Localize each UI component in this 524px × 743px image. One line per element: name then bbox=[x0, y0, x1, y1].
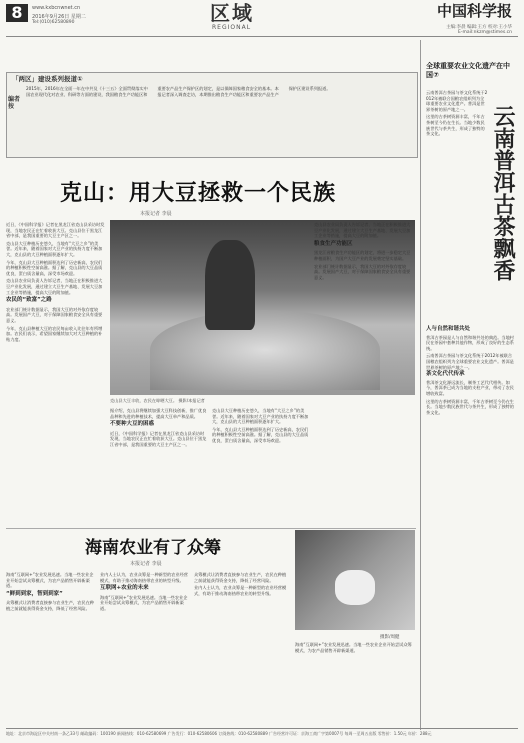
right-column-rule bbox=[420, 40, 421, 730]
photo2-caption: 摄影/周健 bbox=[380, 635, 400, 640]
article2-para: 众筹模式让消费者直接参与农业生产，农民在种植之前就能获得资金支持，降低了经营风险。 bbox=[6, 600, 94, 611]
right-column-para: 云南普洱古茶园与茶文化系统于2012年被联合国粮农组织列为全球重要农业文化遗产。普洱是世界茶树的原产地之一。 bbox=[426, 90, 488, 112]
article1-para: 黑龙江省粮食生产功能区的划定，将进一步稳定大豆种植面积，为国产大豆产业的发展奠定坚实基础。 bbox=[314, 250, 411, 261]
right-column-para: 这里的古茶树资源丰富，千年古茶树至今仍在生长。当地少数民族世代与茶共生，形成了独特的茶文化。 bbox=[426, 398, 514, 415]
issue-date: 2016年9月26日 星期二 bbox=[32, 14, 86, 20]
article2-para: 海南“互联网+”农业发展迅速。当地一些农业企业开始尝试众筹模式，为农产品销售开辟新渠道。 bbox=[100, 594, 188, 611]
right-column-para: 这里的古茶树资源丰富，千年古茶树至今仍在生长。当地少数民族世代与茶共生，形成了独特的茶文化。 bbox=[426, 114, 485, 137]
editor-note-tag: 编者按 bbox=[8, 96, 21, 110]
site-url: www.kxbcnwnet.cn bbox=[32, 5, 81, 11]
article2-headline: 海南农业有了众筹 bbox=[85, 538, 221, 558]
article1-para: 今年，克山县大豆种植面积达到了历史新高，农民们的种植积极性空前高涨。据了解，克山县的大豆品质优良，蛋白质含量高，深受市场欢迎。 bbox=[6, 259, 103, 276]
article2-col1 bbox=[6, 572, 96, 722]
article1-subhead: 不要种大豆的困惑 bbox=[110, 421, 155, 428]
article1-subhead: 粮食生产功能区 bbox=[314, 240, 353, 247]
article2-col3 bbox=[194, 572, 290, 722]
article2-para: 众筹模式让消费者直接参与农业生产，农民在种植之前就能获得资金支持，降低了经营风险。 bbox=[194, 572, 287, 583]
right-column-subhead: 茶文化代代传承 bbox=[426, 371, 465, 378]
right-column-para: 普洱茶文化源远流长，制茶工艺代代相传。如今，普洱茶已成为当地的支柱产业，带动了农民增收致富。 bbox=[426, 379, 514, 396]
section-title-en: REGIONAL bbox=[212, 24, 252, 31]
hainan-farm-photo bbox=[295, 530, 415, 630]
article2-para: 业内人士认为，农业众筹是一种新型的农业经营模式，有助于推动海南热带农业的转型升级。 bbox=[194, 585, 287, 596]
footer-info: 地址：北京市海淀区中关村南一条乙33号 邮政编码：100190 新闻热线：010-62580699 广告发行：010-62580606 订阅热线：010-62580889 广告经营许可证：京海工商广字第0007号 每周一至周五出版 零售价：1.50元 年价：288元 bbox=[6, 731, 432, 736]
article1-para: 农业部门统计数据显示，我国大豆的对外依存度较高。发展国产大豆，对于保障国家粮食安全具有重要意义。 bbox=[314, 263, 411, 280]
article1-para: 克山县农业局负责人告诉记者，当地正在积极推进大豆产业化发展，通过建立大豆生产基地、发展大豆加工企业等措施，提高大豆的附加值。 bbox=[6, 278, 103, 295]
farmer-figure bbox=[205, 240, 255, 330]
article2-subhead: “鲜到到家，智到到家” bbox=[6, 590, 63, 597]
newspaper-logo: 中国科学报 bbox=[436, 2, 512, 20]
right-column-text-top bbox=[426, 90, 488, 320]
article1-para: 近日，《中国科学报》记者在黑龙江省克山县采访时发现，当地农民正在忙着收获大豆。克山县位于黑龙江省中部，是我国重要的大豆主产区之一。 bbox=[6, 222, 105, 239]
right-column-text-bottom bbox=[426, 325, 516, 725]
article1-col3 bbox=[212, 408, 310, 523]
article1-para: 据介绍，克山县将继续加强大豆科技创新，推广优良品种和先进的种植技术，提高大豆单产和品质。 bbox=[110, 408, 207, 419]
section-title: 区域 bbox=[210, 1, 254, 25]
article1-col2 bbox=[110, 408, 208, 523]
article2-col2 bbox=[100, 572, 190, 722]
fruit-shape bbox=[335, 570, 375, 605]
article2-para: 海南“互联网+”农业发展迅速。当地一些农业企业开始尝试众筹模式，为农产品销售开辟新渠道。 bbox=[295, 642, 412, 653]
contact-email: E-mail:nkzm@stimes.cn bbox=[458, 30, 512, 35]
article1-col4 bbox=[314, 222, 414, 522]
footer-rule bbox=[6, 728, 518, 729]
right-column-vertical-title: 云南普洱古茶飘香 bbox=[490, 105, 516, 281]
right-column-subhead: 人与自然和谐共处 bbox=[426, 326, 471, 332]
article2-para: 业内人士认为，农业众筹是一种新型的农业经营模式，有助于推动海南热带农业的转型升级。 bbox=[100, 572, 188, 583]
article2-col4 bbox=[295, 642, 415, 722]
article2-subhead: 互联网+农业的未来 bbox=[100, 585, 149, 592]
article1-para: 今年，克山县种植大豆的农民每亩收入比往年有所增加。农民们表示，希望国家继续加大对大豆种植的补贴力度。 bbox=[6, 325, 103, 342]
photo1-caption: 克山县大豆丰收，农民在晾晒大豆。 摄影/本报记者 bbox=[110, 398, 205, 403]
tel-number: Tel:(010)62580890 bbox=[32, 20, 75, 25]
article1-para: 今年，克山县大豆种植面积达到了历史新高，农民们的种植积极性空前高涨。据了解，克山县的大豆品质优良，蛋白质含量高，深受市场欢迎。 bbox=[212, 426, 309, 443]
staff-credits: 主编:李晨 编辑:王方 校对:王小华 bbox=[446, 25, 512, 30]
right-column-title: 全球重要农业文化遗产在中国⑦ bbox=[426, 62, 510, 79]
editor-note-text: 2015年，2016年在全面一年在中共及《十三五》全面贯彻落实中国农业现代化对农业、科研等方面的建设，我国粮食生产功能区和重要农产品生产保护区的划定，是以保障国家粮食安全的基本。本报记者深入调查走访，本期推出粮食生产功能区和重要农产品生产保护区建设系列报道。 bbox=[26, 86, 331, 97]
right-column-para: 普洱古茶园是人与自然和谐共处的典范。当地村民在茶园中套种其他作物，形成了良好的生态系统。 bbox=[426, 334, 514, 351]
article1-subhead: 农民的“致富”之路 bbox=[6, 297, 52, 304]
article2-byline: 本报记者 李晨 bbox=[130, 561, 162, 567]
article1-para: 克山县大豆种植历史悠久，当地有“大豆之乡”的美誉。近年来，随着国家对大豆产业的扶持力度不断加大，克山县的大豆种植面积逐年扩大。 bbox=[6, 240, 103, 257]
article1-para: 克山县农业局负责人告诉记者，当地正在积极推进大豆产业化发展，通过建立大豆生产基地、发展大豆加工企业等措施，提高大豆的附加值。 bbox=[314, 222, 411, 239]
article1-para: 近日，《中国科学报》记者在黑龙江省克山县采访时发现，当地农民正在忙着收获大豆。克山县位于黑龙江省中部，是我国重要的大豆主产区之一。 bbox=[110, 430, 207, 447]
article1-byline: 本报记者 李晨 bbox=[140, 211, 172, 217]
article2-para: 海南“互联网+”农业发展迅速。当地一些农业企业开始尝试众筹模式，为农产品销售开辟新渠道。 bbox=[6, 572, 94, 589]
article1-headline: 克山：用大豆拯救一个民族 bbox=[60, 180, 337, 206]
article1-col1 bbox=[6, 222, 106, 522]
article1-para: 农业部门统计数据显示，我国大豆的对外依存度较高。发展国产大豆，对于保障国家粮食安全具有重要意义。 bbox=[6, 306, 103, 323]
page-number: 8 bbox=[6, 4, 28, 22]
right-column-para: 云南普洱古茶园与茶文化系统于2012年被联合国粮农组织列为全球重要农业文化遗产。普洱是世界茶树的原产地之一。 bbox=[426, 353, 514, 370]
series-title: 「两区」建设系列报道① bbox=[12, 75, 83, 83]
article-divider bbox=[6, 528, 416, 529]
header-rule bbox=[6, 36, 518, 37]
article1-para: 克山县大豆种植历史悠久，当地有“大豆之乡”的美誉。近年来，随着国家对大豆产业的扶持力度不断加大，克山县的大豆种植面积逐年扩大。 bbox=[212, 408, 309, 425]
